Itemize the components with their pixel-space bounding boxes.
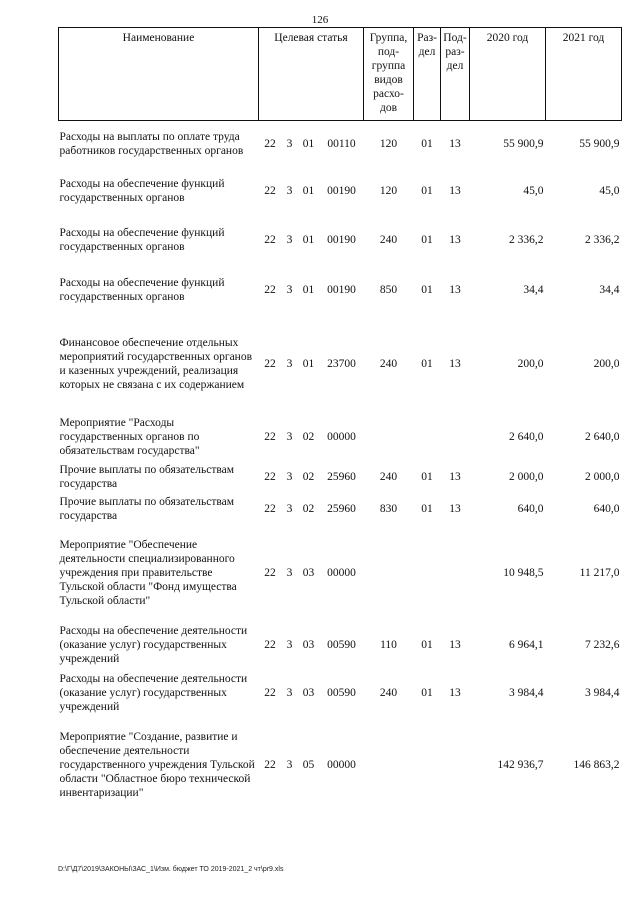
table-row xyxy=(59,493,622,525)
target-code-type: 3 xyxy=(286,566,293,579)
target-code-program: 22 xyxy=(264,502,276,515)
row-name: Мероприятие "Обеспечение деятельности специализированного учреждения при правительстве Тульской области "Фонд имущества Тульской области" xyxy=(59,538,237,607)
target-code-program: 22 xyxy=(264,137,276,150)
target-code-direction: 00590 xyxy=(327,686,356,699)
target-code-program: 22 xyxy=(264,357,276,370)
amount-2020: 3 984,4 xyxy=(509,686,544,699)
target-code-event: 03 xyxy=(302,638,315,651)
target-code-event: 03 xyxy=(302,686,315,699)
subsection-code: 13 xyxy=(449,137,461,150)
target-code-type: 3 xyxy=(286,137,293,150)
amount-2021: 7 232,6 xyxy=(585,638,620,651)
row-name: Расходы на обеспечение деятельности (оказание услуг) государственных учреждений xyxy=(59,672,248,713)
target-code-direction: 00190 xyxy=(327,184,356,197)
target-code-direction: 00190 xyxy=(327,233,356,246)
expense-group: 240 xyxy=(379,233,398,246)
amount-2020: 2 640,0 xyxy=(509,430,544,443)
subsection-code: 13 xyxy=(449,502,461,515)
target-code-direction: 23700 xyxy=(327,357,356,370)
target-code-direction: 00000 xyxy=(327,758,356,771)
table-row xyxy=(59,621,622,669)
amount-2021: 2 336,2 xyxy=(585,233,620,246)
target-code-program: 22 xyxy=(264,566,276,579)
target-code-type: 3 xyxy=(286,357,293,370)
section-code: 01 xyxy=(421,184,433,197)
target-code-event: 01 xyxy=(302,233,315,246)
amount-2021: 2 640,0 xyxy=(585,430,620,443)
table-row xyxy=(59,413,622,461)
table-row xyxy=(59,315,622,413)
amount-2021: 55 900,9 xyxy=(579,137,620,150)
table-header-row xyxy=(59,28,622,121)
table-row xyxy=(59,461,622,493)
table-row xyxy=(59,167,622,215)
table-row xyxy=(59,265,622,315)
header-name: Наименование xyxy=(59,28,259,121)
row-name: Мероприятие "Создание, развитие и обеспечение деятельности государственного учреждения Тульской области "Областное бюро технической инвентаризации" xyxy=(59,730,255,799)
target-code-event: 05 xyxy=(302,758,315,771)
subsection-code xyxy=(441,717,470,813)
table-body xyxy=(59,121,622,813)
target-code-direction: 00110 xyxy=(327,137,356,150)
row-name: Расходы на обеспечение функций государственных органов xyxy=(59,226,225,253)
amount-2021: 34,4 xyxy=(599,283,620,296)
expense-group: 240 xyxy=(379,357,398,370)
header-subsection: Под-раз-дел xyxy=(441,28,470,121)
header-group: Группа, под-группа видов расхо-дов xyxy=(364,28,414,121)
amount-2020: 200,0 xyxy=(517,357,544,370)
target-code-direction: 00000 xyxy=(327,430,356,443)
row-name: Расходы на выплаты по оплате труда работников государственных органов xyxy=(59,130,244,157)
table-row xyxy=(59,717,622,813)
amount-2020: 55 900,9 xyxy=(503,137,544,150)
amount-2021: 11 217,0 xyxy=(579,566,620,579)
target-code-program: 22 xyxy=(264,233,276,246)
subsection-code xyxy=(441,413,470,461)
amount-2021: 200,0 xyxy=(593,357,620,370)
amount-2020: 2 336,2 xyxy=(509,233,544,246)
target-code-program: 22 xyxy=(264,184,276,197)
target-code-program: 22 xyxy=(264,758,276,771)
page-number: 126 xyxy=(311,14,329,26)
target-code-event: 01 xyxy=(302,184,315,197)
section-code: 01 xyxy=(421,638,433,651)
target-code-type: 3 xyxy=(286,502,293,515)
expense-group xyxy=(364,413,414,461)
section-code: 01 xyxy=(421,137,433,150)
table-row xyxy=(59,525,622,621)
subsection-code: 13 xyxy=(449,184,461,197)
subsection-code xyxy=(441,525,470,621)
amount-2020: 2 000,0 xyxy=(509,470,544,483)
expense-group: 240 xyxy=(379,686,398,699)
subsection-code: 13 xyxy=(449,470,461,483)
amount-2021: 45,0 xyxy=(599,184,620,197)
target-code-type: 3 xyxy=(286,184,293,197)
target-code-type: 3 xyxy=(286,233,293,246)
table-row xyxy=(59,215,622,265)
row-name: Прочие выплаты по обязательствам государства xyxy=(59,495,235,522)
expense-group: 120 xyxy=(379,137,398,150)
amount-2020: 10 948,5 xyxy=(503,566,544,579)
budget-table-container xyxy=(58,27,621,813)
row-name: Расходы на обеспечение деятельности (оказание услуг) государственных учреждений xyxy=(59,624,248,665)
section-code xyxy=(414,525,441,621)
section-code: 01 xyxy=(421,283,433,296)
expense-group: 830 xyxy=(379,502,398,515)
amount-2020: 6 964,1 xyxy=(509,638,544,651)
expense-group: 120 xyxy=(379,184,398,197)
target-code-event: 03 xyxy=(302,566,315,579)
amount-2020: 45,0 xyxy=(523,184,544,197)
target-code-event: 01 xyxy=(302,283,315,296)
expense-group: 110 xyxy=(380,638,397,651)
subsection-code: 13 xyxy=(449,357,461,370)
section-code: 01 xyxy=(421,357,433,370)
expense-group xyxy=(364,525,414,621)
target-code-type: 3 xyxy=(286,283,293,296)
amount-2021: 3 984,4 xyxy=(585,686,620,699)
target-code-type: 3 xyxy=(286,470,293,483)
amount-2021: 146 863,2 xyxy=(573,758,620,771)
target-code-type: 3 xyxy=(286,758,293,771)
row-name: Мероприятие "Расходы государственных органов по обязательствам государства" xyxy=(59,416,200,457)
row-name: Расходы на обеспечение функций государственных органов xyxy=(59,276,225,303)
amount-2020: 640,0 xyxy=(517,502,544,515)
target-code-type: 3 xyxy=(286,638,293,651)
header-2020: 2020 год xyxy=(470,28,546,121)
section-code: 01 xyxy=(421,502,433,515)
section-code: 01 xyxy=(421,233,433,246)
section-code: 01 xyxy=(421,470,433,483)
expense-group xyxy=(364,717,414,813)
header-target: Целевая статья xyxy=(259,28,364,121)
target-code-event: 02 xyxy=(302,430,315,443)
amount-2020: 34,4 xyxy=(523,283,544,296)
section-code: 01 xyxy=(421,686,433,699)
target-code-direction: 00000 xyxy=(327,566,356,579)
row-name: Финансовое обеспечение отдельных мероприятий государственных органов и казенных учреждений, реализация которых не связана с их содержанием xyxy=(59,336,253,391)
amount-2020: 142 936,7 xyxy=(497,758,544,771)
target-code-program: 22 xyxy=(264,638,276,651)
subsection-code: 13 xyxy=(449,233,461,246)
file-path-footer: D:\Г\Д7\2019\ЗАКОНЫ\ЗАС_1\Изм. бюджет ТО 2019-2021_2 чт\pr9.xls xyxy=(58,866,284,873)
table-row xyxy=(59,669,622,717)
header-2021: 2021 год xyxy=(546,28,622,121)
amount-2021: 640,0 xyxy=(593,502,620,515)
target-code-direction: 00590 xyxy=(327,638,356,651)
expense-group: 850 xyxy=(379,283,398,296)
subsection-code: 13 xyxy=(449,283,461,296)
row-name: Прочие выплаты по обязательствам государства xyxy=(59,463,235,490)
budget-table xyxy=(58,27,622,813)
target-code-event: 02 xyxy=(302,502,315,515)
subsection-code: 13 xyxy=(449,638,461,651)
subsection-code: 13 xyxy=(449,686,461,699)
target-code-type: 3 xyxy=(286,430,293,443)
target-code-event: 01 xyxy=(302,357,315,370)
target-code-program: 22 xyxy=(264,430,276,443)
amount-2021: 2 000,0 xyxy=(585,470,620,483)
target-code-direction: 25960 xyxy=(327,502,356,515)
target-code-direction: 00190 xyxy=(327,283,356,296)
expense-group: 240 xyxy=(379,470,398,483)
header-section: Раз-дел xyxy=(414,28,441,121)
section-code xyxy=(414,717,441,813)
target-code-type: 3 xyxy=(286,686,293,699)
target-code-program: 22 xyxy=(264,686,276,699)
section-code xyxy=(414,413,441,461)
target-code-event: 01 xyxy=(302,137,315,150)
target-code-direction: 25960 xyxy=(327,470,356,483)
table-row xyxy=(59,121,622,167)
target-code-event: 02 xyxy=(302,470,315,483)
row-name: Расходы на обеспечение функций государственных органов xyxy=(59,177,225,204)
target-code-program: 22 xyxy=(264,470,276,483)
target-code-program: 22 xyxy=(264,283,276,296)
